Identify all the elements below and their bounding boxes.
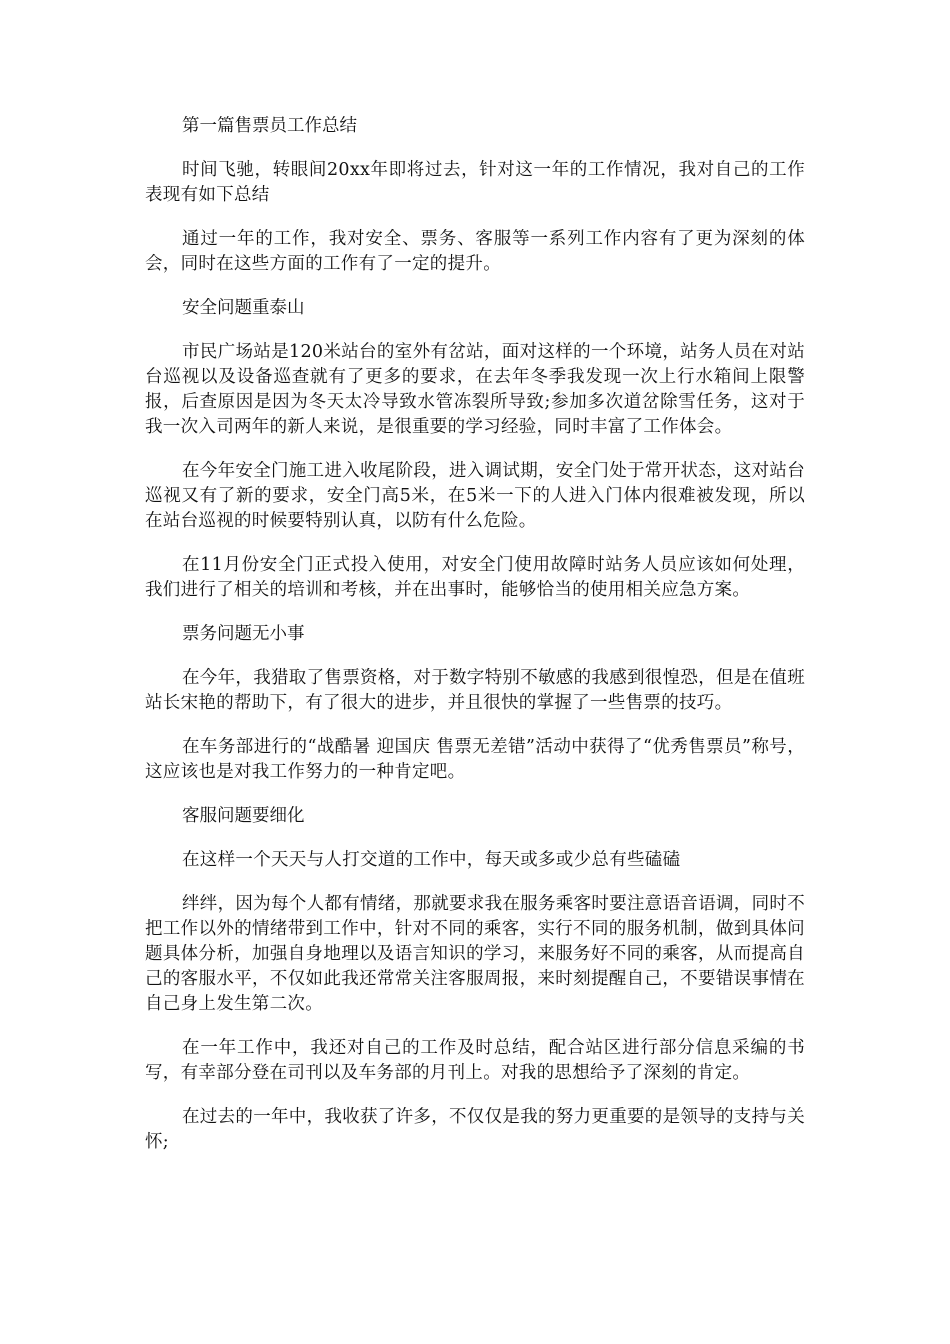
- paragraph-intro: 时间飞驰，转眼间20xx年即将过去，针对这一年的工作情况，我对自己的工作表现有如下总结: [145, 160, 805, 205]
- paragraph-safety-1: 市民广场站是120米站台的室外有岔站，面对这样的一个环境，站务人员在对站台巡视以及设备巡查就有了更多的要求，在去年冬季我发现一次上行水箱间上限警报，后查原因是因为冬天太冷导致水管冻裂所导致;参加多次道岔除雪任务，这对于我一次入司两年的新人来说，是很重要的学习经验，同时丰富了工作体会。: [145, 342, 805, 437]
- paragraph-safety-2: 在今年安全门施工进入收尾阶段，进入调试期，安全门处于常开状态，这对站台巡视又有了新的要求，安全门高5米，在5米一下的人进入门体内很难被发现，所以在站台巡视的时候要特别认真，以防有什么危险。: [145, 461, 805, 531]
- paragraph-ticketing-2: 在车务部进行的“战酷暑 迎国庆 售票无差错”活动中获得了“优秀售票员”称号，这应该也是对我工作努力的一种肯定吧。: [145, 737, 805, 782]
- paragraph-service-2: 绊绊，因为每个人都有情绪，那就要求我在服务乘客时要注意语音语调，同时不把工作以外的情绪带到工作中，针对不同的乘客，实行不同的服务机制，做到具体问题具体分析，加强自身地理以及语言知识的学习，来服务好不同的乘客，从而提高自己的客服水平，不仅如此我还常常关注客服周报，来时刻提醒自己，不要错误事情在自己身上发生第二次。: [145, 894, 805, 1014]
- section-heading-safety: 安全问题重泰山: [182, 298, 305, 318]
- section-heading-service: 客服问题要细化: [182, 806, 305, 826]
- document-title: 第一篇售票员工作总结: [182, 116, 357, 136]
- paragraph-overview: 通过一年的工作，我对安全、票务、客服等一系列工作内容有了更为深刻的体会，同时在这些方面的工作有了一定的提升。: [145, 229, 805, 274]
- paragraph-closing: 在过去的一年中，我收获了许多，不仅仅是我的努力更重要的是领导的支持与关怀;: [145, 1107, 805, 1152]
- paragraph-summary: 在一年工作中，我还对自己的工作及时总结，配合站区进行部分信息采编的书写，有幸部分登在司刊以及车务部的月刊上。对我的思想给予了深刻的肯定。: [145, 1038, 805, 1083]
- paragraph-service-1: 在这样一个天天与人打交道的工作中，每天或多或少总有些磕磕: [182, 850, 681, 870]
- document-body: [145, 114, 805, 1174]
- section-heading-ticketing: 票务问题无小事: [182, 624, 305, 644]
- paragraph-ticketing-1: 在今年，我猎取了售票资格，对于数字特别不敏感的我感到很惶恐，但是在值班站长宋艳的帮助下，有了很大的进步，并且很快的掌握了一些售票的技巧。: [145, 668, 805, 713]
- paragraph-safety-3: 在11月份安全门正式投入使用，对安全门使用故障时站务人员应该如何处理，我们进行了相关的培训和考核，并在出事时，能够恰当的使用相关应急方案。: [145, 555, 805, 600]
